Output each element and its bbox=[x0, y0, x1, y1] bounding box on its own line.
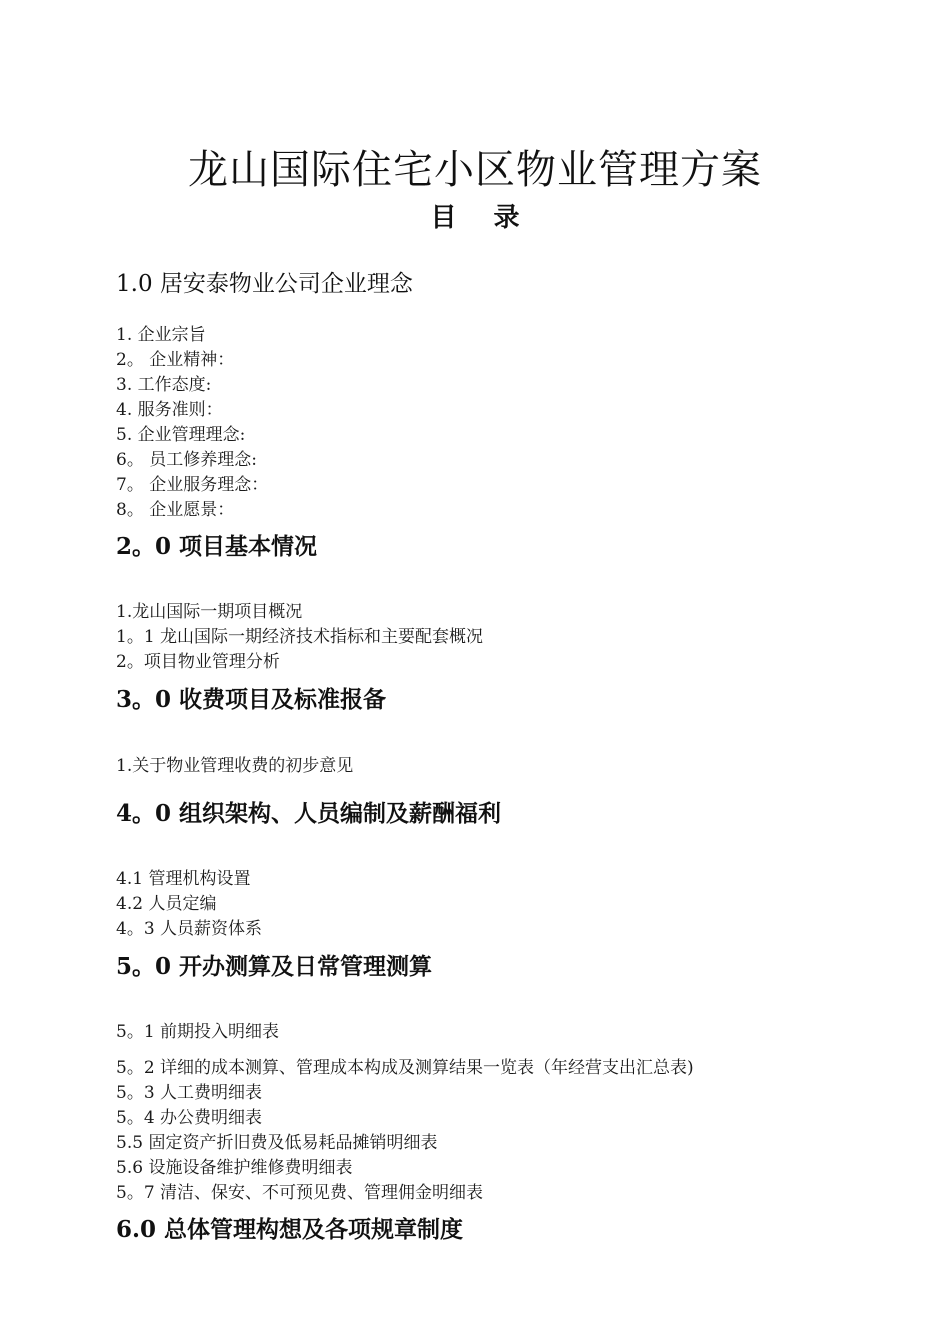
toc-item: 5.5 固定资产折旧费及低易耗品摊销明细表 bbox=[116, 1133, 438, 1153]
section-title-5: 5。0 开办测算及日常管理测算 bbox=[116, 953, 433, 980]
section-title-2: 2。0 项目基本情况 bbox=[116, 533, 318, 560]
toc-item: 1.关于物业管理收费的初步意见 bbox=[116, 756, 354, 776]
toc-item: 4.1 管理机构设置 bbox=[116, 869, 251, 889]
section-title-4: 4。0 组织架构、人员编制及薪酬福利 bbox=[116, 800, 502, 827]
toc-item: 5。3 人工费明细表 bbox=[116, 1083, 263, 1103]
toc-item: 5。1 前期投入明细表 bbox=[116, 1022, 280, 1042]
toc-item: 4.2 人员定编 bbox=[116, 894, 217, 914]
toc-item: 6。 员工修养理念: bbox=[116, 450, 257, 470]
toc-item: 2。项目物业管理分析 bbox=[116, 652, 280, 672]
document-title: 龙山国际住宅小区物业管理方案 bbox=[188, 147, 762, 193]
toc-item: 2。 企业精神： bbox=[116, 350, 235, 370]
toc-item: 5.6 设施设备维护维修费明细表 bbox=[116, 1158, 353, 1178]
toc-item: 7。 企业服务理念： bbox=[116, 475, 269, 495]
toc-item: 1。1 龙山国际一期经济技术指标和主要配套概况 bbox=[116, 627, 484, 647]
toc-item: 5。4 办公费明细表 bbox=[116, 1108, 263, 1128]
toc-item: 4. 服务准则： bbox=[116, 400, 223, 420]
toc-heading: 目 录 bbox=[430, 203, 534, 233]
section-title-1: 1.0 居安泰物业公司企业理念 bbox=[116, 271, 413, 297]
toc-item: 5。7 清洁、保安、不可预见费、管理佣金明细表 bbox=[116, 1183, 484, 1203]
toc-item: 1.龙山国际一期项目概况 bbox=[116, 602, 303, 622]
toc-item: 5。2 详细的成本测算、管理成本构成及测算结果一览表（年经营支出汇总表) bbox=[116, 1058, 694, 1078]
toc-item: 5. 企业管理理念: bbox=[116, 425, 246, 445]
toc-item: 1. 企业宗旨 bbox=[116, 325, 206, 345]
section-title-3: 3。0 收费项目及标准报备 bbox=[116, 686, 387, 713]
toc-item: 4。3 人员薪资体系 bbox=[116, 919, 263, 939]
toc-item: 3. 工作态度: bbox=[116, 375, 212, 395]
section-title-6: 6.0 总体管理构想及各项规章制度 bbox=[116, 1216, 464, 1243]
toc-item: 8。 企业愿景： bbox=[116, 500, 235, 520]
